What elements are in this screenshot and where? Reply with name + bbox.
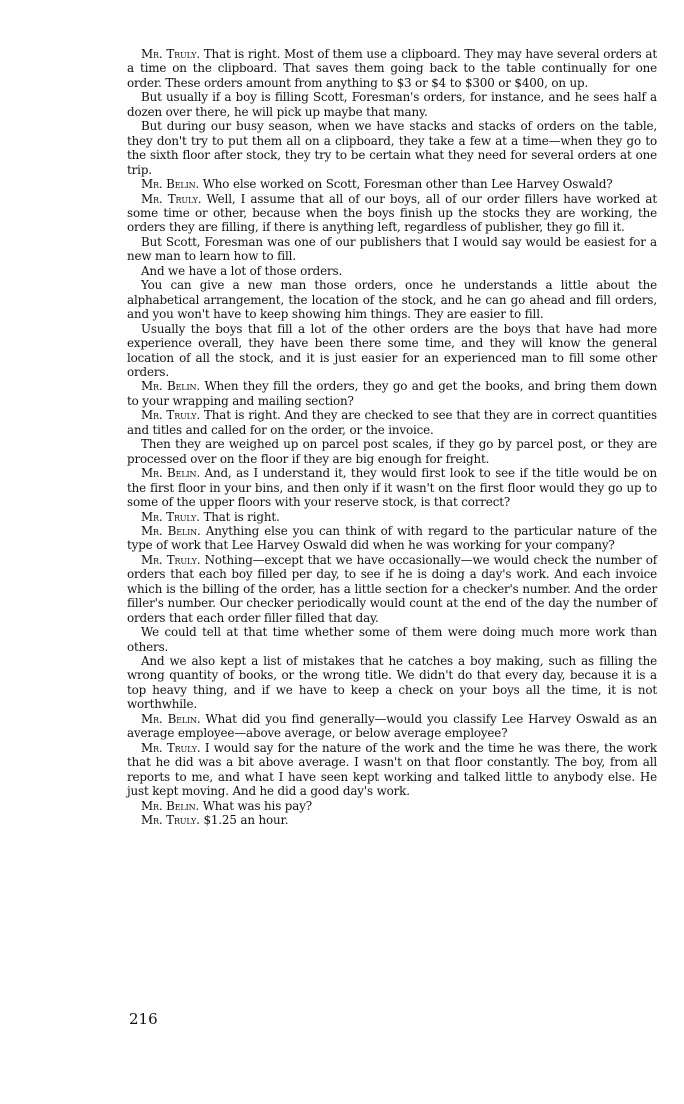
speaker-name: Mr. Belin. — [141, 466, 200, 481]
speaker-name: Mr. Belin. — [141, 177, 200, 192]
paragraph — [127, 379, 657, 408]
paragraph-text: I would say for the nature of the work and the time he was there, the work that he did was a bit above average. I wasn't on that floor constantly. The boy, from all reports to me, and what I have seen kept working and talked little to anybody else. He just kept moving. And he did a good day's work. — [127, 740, 657, 799]
paragraph-text: We could tell at that time whether some of them were doing much more work than others. — [127, 625, 657, 654]
paragraph-text: Then they are weighed up on parcel post scales, if they go by parcel post, or they are processed over on the floor if they are big enough for freight. — [127, 437, 657, 466]
paragraph-text: What was his pay? — [199, 798, 312, 813]
speaker-name: Mr. Belin. — [141, 379, 200, 394]
paragraph — [127, 553, 657, 625]
paragraph-text: Anything else you can think of with regard to the particular nature of the type of work that Lee Harvey Oswald did when he was working for your company? — [127, 523, 658, 553]
paragraph-text: That is right. And they are checked to see that they are in correct quantities and titles and called for on the order, or the invoice. — [127, 408, 657, 437]
paragraph-text: Well, I assume that all of our boys, all of our order fillers have worked at some time or other, because when the boys finish up the stocks they are working, the orders they are filling, if there is anything left, regardless of publisher, they go fill it. — [127, 191, 657, 235]
paragraph-text: Who else worked on Scott, Foresman other than Lee Harvey Oswald? — [199, 177, 613, 192]
paragraph — [127, 741, 657, 799]
paragraph — [127, 712, 657, 741]
paragraph-text: What did you find generally—would you classify Lee Harvey Oswald as an average employee—above average, or below average employee? — [127, 711, 657, 741]
paragraph — [127, 192, 657, 235]
paragraph-text: And we also kept a list of mistakes that he catches a boy making, such as filling the wrong quantity of books, or the wrong title. We didn't do that every day, because it is a top heavy thing, and if we have to keep a check on your boys all the time, it is not worthwhile. — [127, 654, 657, 712]
speaker-name: Mr. Truly. — [141, 191, 202, 206]
paragraph — [127, 278, 657, 321]
paragraph-text: But usually if a boy is filling Scott, Foresman's orders, for instance, and he sees half a dozen over there, he will pick up maybe that many. — [127, 90, 657, 119]
paragraph — [127, 47, 657, 90]
speaker-name: Mr. Truly. — [141, 47, 200, 61]
paragraph — [127, 177, 657, 191]
paragraph-text: You can give a new man those orders, once he understands a little about the alphabetical arrangement, the location of the stock, and he can go ahead and fill orders, and you won't have to keep showing him things. They are easier to fill. — [127, 278, 657, 322]
paragraph — [127, 654, 657, 712]
paragraph-text: And, as I understand it, they would first look to see if the title would be on the first floor in your bins, and then only if it wasn't on the first floor would they go up to some of the upper floors with your reserve stock, is that correct? — [127, 466, 657, 510]
paragraph — [127, 322, 657, 380]
speaker-name: Mr. Truly. — [141, 509, 200, 524]
paragraph-text: When they fill the orders, they go and get the books, and bring them down to your wrapping and mailing section? — [127, 379, 657, 408]
paragraph — [127, 813, 657, 827]
paragraph — [127, 408, 657, 437]
speaker-name: Mr. Truly. — [141, 740, 201, 755]
paragraph — [127, 90, 657, 119]
page-number: 216 — [129, 1010, 158, 1028]
paragraph-text: Nothing—except that we have occasionally—we would check the number of orders that each boy filled per day, to see if he is doing a day's work. And each invoice which is the billing of the order, has a little section for a checker's number. And the order filler's number. Our checker periodically would count at the end of the day the number of orders that each order filler filled that day. — [127, 552, 657, 625]
paragraph — [127, 625, 657, 654]
paragraph-text: And we have a lot of those orders. — [141, 263, 343, 278]
paragraph — [127, 510, 657, 524]
paragraph — [127, 466, 657, 509]
paragraph-text: That is right. — [199, 509, 280, 524]
paragraph — [127, 264, 657, 278]
speaker-name: Mr. Truly. — [141, 552, 201, 567]
paragraph-text: $1.25 an hour. — [199, 813, 289, 828]
speaker-name: Mr. Truly. — [141, 408, 201, 423]
paragraph-text: Usually the boys that fill a lot of the other orders are the boys that have had more experience overall, they have been there some time, and they will know the general location of all the stock, and it is just easier for an experienced man to fill some other orders. — [127, 321, 657, 379]
speaker-name: Mr. Belin. — [141, 711, 201, 726]
paragraph — [127, 119, 657, 177]
paragraph — [127, 235, 657, 264]
paragraph-text: That is right. Most of them use a clipboard. They may have several orders at a time on the clipboard. That saves them going back to the table continually for one order. These orders amount from anything to $3 or $4 to $300 or $400, on up. — [127, 47, 657, 90]
transcript-body — [127, 47, 657, 827]
paragraph-text: But Scott, Foresman was one of our publishers that I would say would be easiest for a new man to learn how to fill. — [127, 234, 657, 264]
paragraph — [127, 524, 657, 553]
paragraph — [127, 437, 657, 466]
speaker-name: Mr. Belin. — [141, 798, 200, 813]
speaker-name: Mr. Belin. — [141, 523, 201, 538]
paragraph — [127, 799, 657, 813]
speaker-name: Mr. Truly. — [141, 813, 200, 828]
paragraph-text: But during our busy season, when we have stacks and stacks of orders on the table, they don't try to put them all on a clipboard, they take a few at a time—when they go to the sixth floor after stock, they try to be certain what they need for several orders at one trip. — [127, 119, 657, 177]
